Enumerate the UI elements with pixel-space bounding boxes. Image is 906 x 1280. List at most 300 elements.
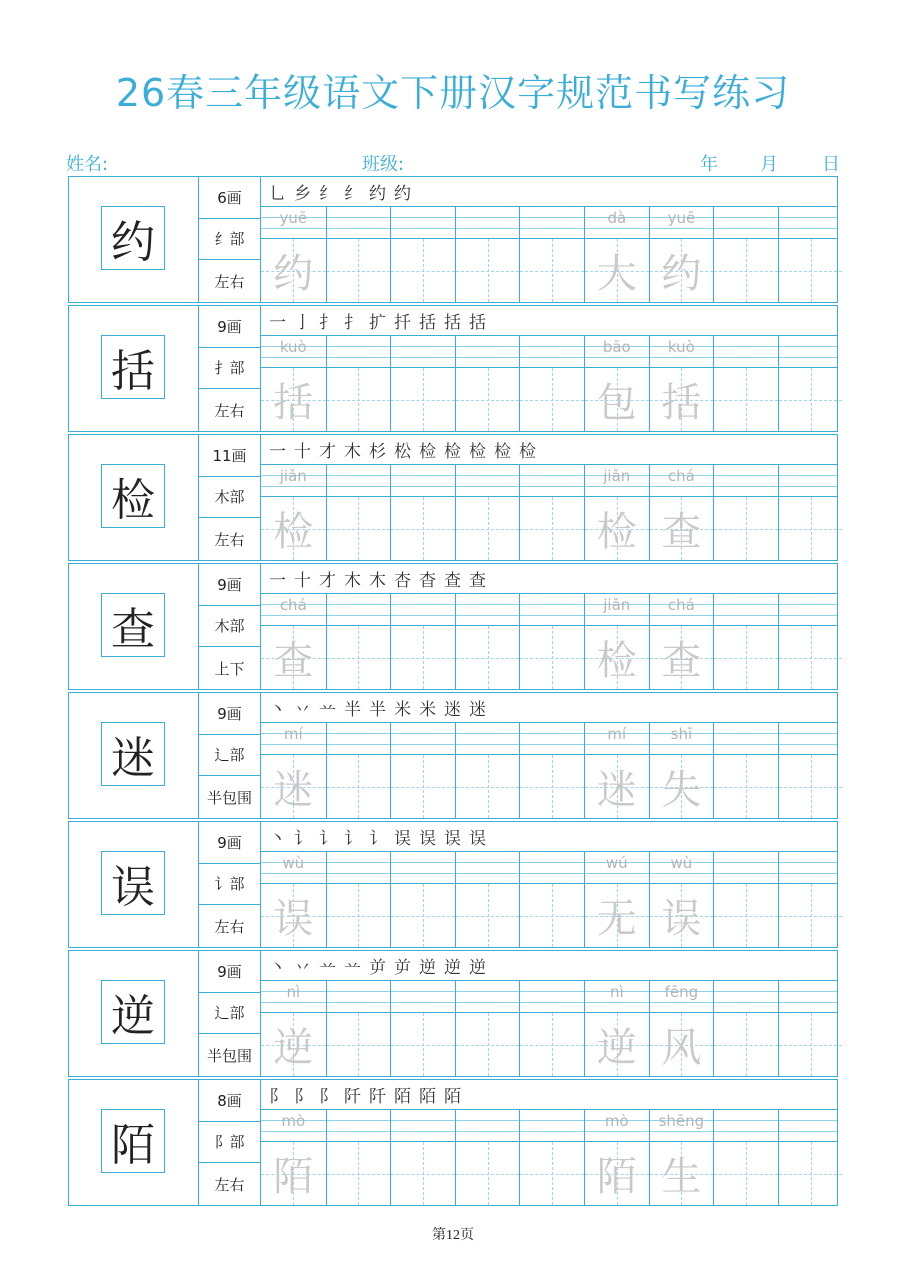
big-char-cell — [69, 1080, 199, 1205]
pinyin-cell[interactable] — [261, 981, 326, 1013]
trace-char — [520, 626, 584, 689]
stroke-count: 9画 — [199, 306, 260, 348]
pinyin-cell[interactable] — [778, 981, 843, 1013]
pinyin-cell[interactable] — [326, 207, 391, 239]
writing-cell[interactable] — [326, 497, 391, 560]
writing-cell[interactable] — [390, 1142, 455, 1205]
pinyin-cell[interactable] — [519, 1110, 584, 1142]
stroke-step: 逆 — [469, 958, 486, 978]
structure: 左右 — [214, 1175, 245, 1194]
pinyin-cell[interactable] — [519, 594, 584, 626]
pinyin-row — [261, 981, 837, 1013]
name-label: 姓名: — [66, 154, 109, 175]
writing-cell[interactable] — [261, 1142, 326, 1205]
pinyin-cell[interactable] — [390, 207, 455, 239]
pinyin-cell[interactable] — [778, 465, 843, 497]
pinyin-cell[interactable] — [326, 1110, 391, 1142]
writing-cell[interactable] — [649, 239, 714, 302]
writing-cell[interactable] — [584, 1013, 649, 1076]
writing-cell[interactable] — [455, 368, 520, 431]
writing-cell[interactable] — [390, 497, 455, 560]
trace-char: 约 — [661, 251, 702, 297]
writing-cell[interactable] — [326, 884, 391, 947]
pinyin-cell[interactable] — [584, 465, 649, 497]
pinyin-cell[interactable] — [778, 852, 843, 884]
trace-char — [391, 884, 455, 947]
stroke-step: 丶 — [269, 958, 286, 978]
month-label: 月 — [760, 154, 778, 175]
writing-cell[interactable] — [326, 755, 391, 818]
pinyin-cell[interactable] — [649, 594, 714, 626]
trace-char — [456, 1142, 520, 1205]
stroke-step: 一 — [269, 571, 286, 591]
pinyin-cell[interactable] — [261, 336, 326, 368]
trace-char — [779, 1013, 843, 1076]
trace-char — [391, 626, 455, 689]
pinyin-row — [261, 465, 837, 497]
writing-cell[interactable] — [778, 239, 843, 302]
writing-cell[interactable] — [261, 239, 326, 302]
stroke-step: 十 — [294, 571, 311, 591]
stroke-order-row — [261, 822, 837, 852]
char-info — [199, 306, 261, 431]
pinyin-cell[interactable] — [649, 465, 714, 497]
trace-char: 生 — [661, 1154, 702, 1200]
pinyin-cell[interactable] — [455, 852, 520, 884]
stroke-step: 乚 — [269, 184, 286, 204]
pinyin-cell[interactable] — [713, 1110, 778, 1142]
trace-char — [327, 368, 391, 431]
char-info — [199, 951, 261, 1076]
writing-cell[interactable] — [584, 755, 649, 818]
pinyin-cell[interactable] — [390, 981, 455, 1013]
pinyin-cell[interactable] — [390, 336, 455, 368]
pinyin-cell[interactable] — [390, 594, 455, 626]
pinyin-cell[interactable] — [649, 336, 714, 368]
pinyin-text: fēng — [664, 983, 699, 1001]
writing-cell[interactable] — [519, 755, 584, 818]
stroke-step: 屰 — [369, 958, 386, 978]
stroke-order-row — [261, 435, 837, 465]
pinyin-text: yuē — [279, 209, 308, 227]
trace-char — [520, 368, 584, 431]
stroke-step: 杏 — [394, 571, 411, 591]
char-info — [199, 435, 261, 560]
stroke-count: 8画 — [199, 1080, 260, 1122]
radical: 辶部 — [199, 993, 260, 1035]
pinyin-text: chá — [279, 596, 307, 614]
big-char-cell — [69, 306, 199, 431]
pinyin-text: shī — [670, 725, 693, 743]
pinyin-cell[interactable] — [713, 207, 778, 239]
stroke-step: 䒑 — [319, 700, 336, 720]
writing-cell[interactable] — [713, 626, 778, 689]
stroke-step: 米 — [419, 700, 436, 720]
pinyin-cell[interactable] — [713, 594, 778, 626]
pinyin-text: jiǎn — [603, 596, 631, 614]
pinyin-cell[interactable] — [584, 207, 649, 239]
pinyin-cell[interactable] — [584, 336, 649, 368]
writing-cell[interactable] — [584, 497, 649, 560]
pinyin-text: shēng — [658, 1112, 705, 1130]
stroke-count: 11画 — [199, 435, 260, 477]
pinyin-cell[interactable] — [713, 852, 778, 884]
writing-cell[interactable] — [390, 239, 455, 302]
structure: 半包围 — [206, 788, 252, 807]
trace-char: 陌 — [596, 1154, 637, 1200]
stroke-step: 木 — [344, 571, 361, 591]
writing-cell[interactable] — [390, 1013, 455, 1076]
stroke-count: 9画 — [199, 822, 260, 864]
writing-cell[interactable] — [713, 755, 778, 818]
stroke-step: 误 — [444, 829, 461, 849]
writing-cell[interactable] — [519, 368, 584, 431]
big-char: 检 — [101, 464, 165, 528]
page-title: 26春三年级语文下册汉字规范书写练习 — [115, 71, 791, 115]
trace-char — [327, 755, 391, 818]
pinyin-cell[interactable] — [649, 852, 714, 884]
writing-cell[interactable] — [261, 368, 326, 431]
writing-cell[interactable] — [519, 884, 584, 947]
writing-cell[interactable] — [261, 626, 326, 689]
stroke-count: 6画 — [199, 177, 260, 219]
pinyin-cell[interactable] — [390, 465, 455, 497]
char-block — [68, 305, 838, 432]
trace-char: 误 — [661, 896, 702, 942]
stroke-step: 陌 — [419, 1087, 436, 1107]
pinyin-text: mò — [604, 1112, 629, 1130]
pinyin-cell[interactable] — [584, 1110, 649, 1142]
stroke-count: 9画 — [199, 951, 260, 993]
trace-char — [520, 1013, 584, 1076]
writing-cell[interactable] — [455, 1142, 520, 1205]
stroke-order-row — [261, 693, 837, 723]
pinyin-cell[interactable] — [261, 1110, 326, 1142]
stroke-step: 木 — [369, 571, 386, 591]
writing-cell[interactable] — [455, 884, 520, 947]
trace-char — [456, 497, 520, 560]
pinyin-cell[interactable] — [455, 723, 520, 755]
writing-cell[interactable] — [261, 755, 326, 818]
writing-cell[interactable] — [261, 497, 326, 560]
writing-cell[interactable] — [326, 368, 391, 431]
radical: 阝部 — [199, 1122, 260, 1164]
writing-cell[interactable] — [584, 626, 649, 689]
pinyin-cell[interactable] — [261, 207, 326, 239]
pinyin-cell[interactable] — [778, 1110, 843, 1142]
pinyin-cell[interactable] — [519, 852, 584, 884]
pinyin-cell[interactable] — [455, 207, 520, 239]
pinyin-cell[interactable] — [713, 723, 778, 755]
writing-cell[interactable] — [778, 626, 843, 689]
big-char-cell — [69, 951, 199, 1076]
stroke-step: 纟 — [344, 184, 361, 204]
pinyin-row — [261, 1110, 837, 1142]
stroke-step: 误 — [469, 829, 486, 849]
writing-cell[interactable] — [261, 1013, 326, 1076]
stroke-step: 扌 — [344, 313, 361, 333]
stroke-step: 阝 — [269, 1087, 286, 1107]
char-info — [199, 177, 261, 302]
pinyin-cell[interactable] — [390, 1110, 455, 1142]
pinyin-text: dà — [607, 209, 627, 227]
writing-cell[interactable] — [261, 884, 326, 947]
writing-cell[interactable] — [455, 239, 520, 302]
pinyin-cell[interactable] — [326, 852, 391, 884]
writing-cell[interactable] — [713, 368, 778, 431]
structure: 左右 — [214, 272, 245, 291]
writing-grid — [261, 336, 837, 431]
writing-grid — [261, 981, 837, 1076]
practice-table — [68, 176, 838, 1208]
trace-char — [456, 368, 520, 431]
stroke-step: 半 — [369, 700, 386, 720]
radical: 扌部 — [199, 348, 260, 390]
trace-char — [327, 626, 391, 689]
trace-char: 检 — [273, 509, 314, 555]
trace-char — [520, 497, 584, 560]
char-block — [68, 434, 838, 561]
writing-cell[interactable] — [778, 1142, 843, 1205]
stroke-step: 逆 — [419, 958, 436, 978]
trace-char: 迷 — [596, 767, 637, 813]
stroke-step: 才 — [319, 442, 336, 462]
trace-char — [391, 368, 455, 431]
writing-row — [261, 884, 837, 947]
pinyin-text: chá — [667, 467, 695, 485]
writing-cell[interactable] — [390, 368, 455, 431]
writing-cell[interactable] — [519, 239, 584, 302]
trace-char — [456, 1013, 520, 1076]
writing-cell[interactable] — [326, 626, 391, 689]
big-char: 误 — [101, 851, 165, 915]
stroke-step: 扌 — [319, 313, 336, 333]
writing-cell[interactable] — [713, 1142, 778, 1205]
structure: 上下 — [214, 659, 245, 678]
stroke-step: 扩 — [369, 313, 386, 333]
stroke-step: 杉 — [369, 442, 386, 462]
pinyin-text: wú — [605, 854, 628, 872]
writing-cell[interactable] — [455, 626, 520, 689]
writing-cell[interactable] — [649, 755, 714, 818]
writing-cell[interactable] — [390, 626, 455, 689]
writing-row — [261, 368, 837, 431]
pinyin-cell[interactable] — [390, 723, 455, 755]
stroke-step: 亅 — [294, 313, 311, 333]
trace-char — [714, 1142, 778, 1205]
trace-char: 查 — [661, 509, 702, 555]
writing-cell[interactable] — [519, 497, 584, 560]
writing-cell[interactable] — [584, 1142, 649, 1205]
structure: 左右 — [214, 401, 245, 420]
trace-char — [779, 497, 843, 560]
pinyin-cell[interactable] — [455, 981, 520, 1013]
writing-cell[interactable] — [519, 1142, 584, 1205]
trace-char — [520, 755, 584, 818]
stroke-step: 屰 — [394, 958, 411, 978]
pinyin-cell[interactable] — [261, 852, 326, 884]
stroke-step: 米 — [394, 700, 411, 720]
writing-cell[interactable] — [649, 368, 714, 431]
stroke-order-row — [261, 1080, 837, 1110]
stroke-step: 丷 — [294, 958, 311, 978]
stroke-step: 逆 — [444, 958, 461, 978]
writing-cell[interactable] — [519, 626, 584, 689]
stroke-step: 讠 — [319, 829, 336, 849]
stroke-count: 9画 — [199, 564, 260, 606]
trace-char: 查 — [661, 638, 702, 684]
writing-cell[interactable] — [778, 497, 843, 560]
pinyin-cell[interactable] — [519, 207, 584, 239]
pinyin-cell[interactable] — [261, 465, 326, 497]
pinyin-cell[interactable] — [261, 594, 326, 626]
trace-char — [456, 884, 520, 947]
stroke-order-row — [261, 564, 837, 594]
writing-cell[interactable] — [778, 368, 843, 431]
writing-grid — [261, 1110, 837, 1205]
pinyin-cell[interactable] — [519, 981, 584, 1013]
trace-char: 迷 — [273, 767, 314, 813]
pinyin-cell[interactable] — [778, 336, 843, 368]
trace-char — [456, 626, 520, 689]
pinyin-cell[interactable] — [455, 1110, 520, 1142]
pinyin-cell[interactable] — [649, 1110, 714, 1142]
writing-cell[interactable] — [584, 239, 649, 302]
writing-row — [261, 755, 837, 818]
writing-cell[interactable] — [326, 239, 391, 302]
stroke-step: 约 — [394, 184, 411, 204]
pinyin-cell[interactable] — [326, 594, 391, 626]
radical: 纟部 — [199, 219, 260, 261]
pinyin-cell[interactable] — [261, 723, 326, 755]
writing-cell[interactable] — [778, 884, 843, 947]
stroke-step: 讠 — [369, 829, 386, 849]
pinyin-cell[interactable] — [390, 852, 455, 884]
pinyin-cell[interactable] — [649, 723, 714, 755]
pinyin-cell[interactable] — [326, 465, 391, 497]
pinyin-cell[interactable] — [713, 981, 778, 1013]
trace-char: 查 — [273, 638, 314, 684]
pinyin-cell[interactable] — [649, 981, 714, 1013]
trace-char — [327, 1013, 391, 1076]
trace-char — [520, 1142, 584, 1205]
writing-cell[interactable] — [455, 755, 520, 818]
pinyin-cell[interactable] — [519, 723, 584, 755]
trace-char — [779, 626, 843, 689]
writing-cell[interactable] — [713, 239, 778, 302]
pinyin-cell[interactable] — [778, 207, 843, 239]
char-block — [68, 821, 838, 948]
trace-char: 检 — [596, 638, 637, 684]
writing-cell[interactable] — [455, 1013, 520, 1076]
pinyin-cell[interactable] — [584, 723, 649, 755]
writing-cell[interactable] — [649, 497, 714, 560]
writing-cell[interactable] — [649, 626, 714, 689]
writing-grid — [261, 207, 837, 302]
trace-char: 失 — [661, 767, 702, 813]
stroke-step: 讠 — [344, 829, 361, 849]
writing-cell[interactable] — [778, 755, 843, 818]
writing-cell[interactable] — [455, 497, 520, 560]
pinyin-cell[interactable] — [778, 594, 843, 626]
writing-row — [261, 1013, 837, 1076]
trace-char: 逆 — [596, 1025, 637, 1071]
pinyin-cell[interactable] — [326, 981, 391, 1013]
stroke-step: 阝 — [294, 1087, 311, 1107]
pinyin-cell[interactable] — [649, 207, 714, 239]
stroke-step: 䒑 — [344, 958, 361, 978]
pinyin-cell[interactable] — [519, 336, 584, 368]
trace-char — [520, 884, 584, 947]
stroke-step: 误 — [394, 829, 411, 849]
pinyin-cell[interactable] — [778, 723, 843, 755]
pinyin-cell[interactable] — [326, 336, 391, 368]
pinyin-cell[interactable] — [584, 594, 649, 626]
pinyin-text: nì — [609, 983, 624, 1001]
stroke-step: 一 — [269, 442, 286, 462]
big-char-cell — [69, 435, 199, 560]
stroke-step: 一 — [269, 313, 286, 333]
stroke-step: 丶 — [269, 700, 286, 720]
pinyin-cell[interactable] — [584, 981, 649, 1013]
stroke-order-row — [261, 177, 837, 207]
pinyin-cell[interactable] — [519, 465, 584, 497]
pinyin-cell[interactable] — [713, 336, 778, 368]
writing-cell[interactable] — [713, 1013, 778, 1076]
pinyin-cell[interactable] — [584, 852, 649, 884]
writing-cell[interactable] — [713, 497, 778, 560]
writing-cell[interactable] — [713, 884, 778, 947]
char-block — [68, 692, 838, 819]
char-block — [68, 563, 838, 690]
pinyin-cell[interactable] — [713, 465, 778, 497]
pinyin-cell[interactable] — [326, 723, 391, 755]
stroke-step: 误 — [419, 829, 436, 849]
trace-char: 误 — [273, 896, 314, 942]
pinyin-cell[interactable] — [455, 594, 520, 626]
writing-cell[interactable] — [326, 1013, 391, 1076]
pinyin-text: jiǎn — [603, 467, 631, 485]
big-char-cell — [69, 564, 199, 689]
stroke-step: 松 — [394, 442, 411, 462]
pinyin-text: mò — [281, 1112, 306, 1130]
trace-char — [779, 884, 843, 947]
writing-cell[interactable] — [519, 1013, 584, 1076]
writing-cell[interactable] — [326, 1142, 391, 1205]
writing-cell[interactable] — [649, 1142, 714, 1205]
radical: 木部 — [199, 606, 260, 648]
writing-cell[interactable] — [649, 884, 714, 947]
pinyin-cell[interactable] — [455, 336, 520, 368]
stroke-step: 丶 — [269, 829, 286, 849]
writing-cell[interactable] — [390, 884, 455, 947]
structure: 半包围 — [206, 1046, 252, 1065]
stroke-step: 讠 — [294, 829, 311, 849]
writing-grid — [261, 465, 837, 560]
writing-cell[interactable] — [649, 1013, 714, 1076]
writing-cell[interactable] — [584, 368, 649, 431]
pinyin-cell[interactable] — [455, 465, 520, 497]
writing-cell[interactable] — [584, 884, 649, 947]
writing-cell[interactable] — [390, 755, 455, 818]
trace-char: 无 — [596, 896, 637, 942]
pinyin-text: mí — [283, 725, 303, 743]
pinyin-row — [261, 852, 837, 884]
trace-char — [714, 626, 778, 689]
writing-cell[interactable] — [778, 1013, 843, 1076]
trace-char — [327, 239, 391, 302]
stroke-step: 约 — [369, 184, 386, 204]
